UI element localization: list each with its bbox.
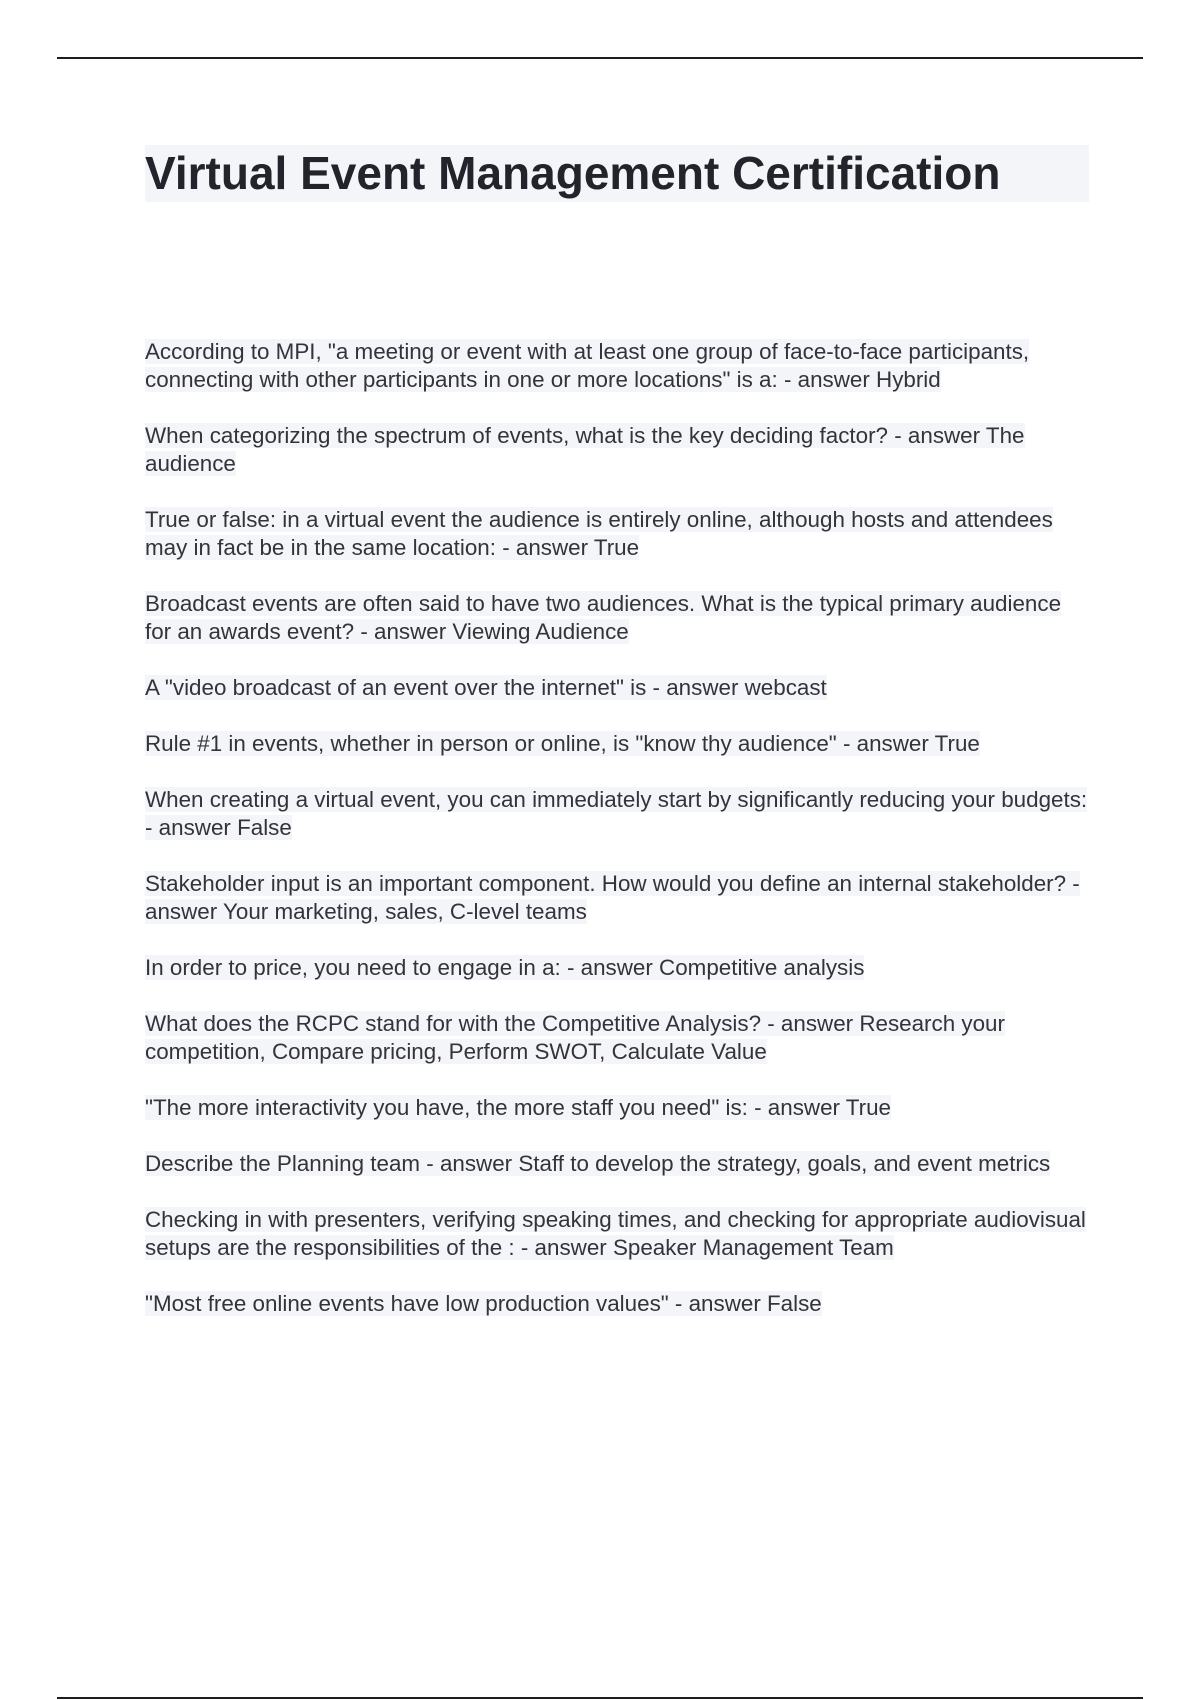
qa-item: [145, 338, 1090, 394]
qa-item: [145, 506, 1090, 562]
qa-text: Broadcast events are often said to have two audiences. What is the typical primary audience for an awards event? - answer Viewing Audience: [145, 591, 1062, 644]
qa-text: According to MPI, "a meeting or event with at least one group of face-to-face participants, connecting with other participants in one or more locations" is a: - answer Hybrid: [145, 339, 1030, 392]
qa-item: [145, 1206, 1090, 1262]
qa-text: What does the RCPC stand for with the Competitive Analysis? - answer Research your competition, Compare pricing, Perform SWOT, Calculate Value: [145, 1011, 1005, 1064]
qa-text: A "video broadcast of an event over the internet" is - answer webcast: [145, 675, 827, 700]
qa-text: Stakeholder input is an important component. How would you define an internal stakeholder? - answer Your marketing, sales, C-level teams: [145, 871, 1080, 924]
qa-item: [145, 730, 1090, 758]
qa-text: "The more interactivity you have, the more staff you need" is: - answer True: [145, 1095, 892, 1120]
bottom-divider: [57, 1697, 1143, 1699]
top-divider: [57, 57, 1143, 59]
qa-text: When categorizing the spectrum of events, what is the key deciding factor? - answer The audience: [145, 423, 1025, 476]
qa-text: In order to price, you need to engage in a: - answer Competitive analysis: [145, 955, 865, 980]
qa-item: [145, 954, 1090, 982]
qa-item: [145, 1290, 1090, 1318]
qa-item: [145, 590, 1090, 646]
qa-item: [145, 870, 1090, 926]
qa-item: [145, 786, 1090, 842]
qa-item: [145, 1150, 1090, 1178]
qa-item: [145, 674, 1090, 702]
qa-text: Checking in with presenters, verifying speaking times, and checking for appropriate audiovisual setups are the responsibilities of the : - answer Speaker Management Team: [145, 1207, 1086, 1260]
qa-text: True or false: in a virtual event the audience is entirely online, although hosts and attendees may in fact be in the same location: - answer True: [145, 507, 1053, 560]
page-title: Virtual Event Management Certification: [145, 147, 1001, 199]
question-answer-list: [145, 338, 1090, 1346]
qa-text: Describe the Planning team - answer Staff to develop the strategy, goals, and event metrics: [145, 1151, 1051, 1176]
qa-item: [145, 1094, 1090, 1122]
qa-item: [145, 422, 1090, 478]
qa-text: Rule #1 in events, whether in person or online, is "know thy audience" - answer True: [145, 731, 980, 756]
qa-item: [145, 1010, 1090, 1066]
qa-text: "Most free online events have low production values" - answer False: [145, 1291, 822, 1316]
qa-text: When creating a virtual event, you can immediately start by significantly reducing your budgets: - answer False: [145, 787, 1088, 840]
